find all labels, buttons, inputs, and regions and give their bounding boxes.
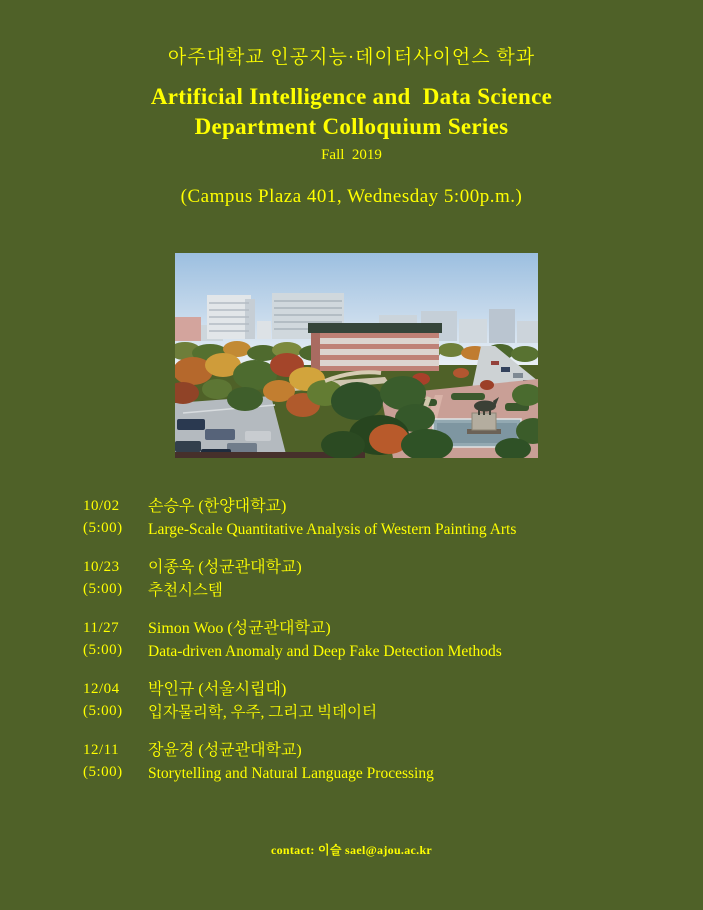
talk-title: Data-driven Anomaly and Deep Fake Detection Methods	[148, 643, 502, 660]
contact-line: contact: 이슬 sael@ajou.ac.kr	[270, 843, 433, 857]
talk-date: 11/27	[83, 620, 120, 636]
talk-time: (5:00)	[83, 764, 123, 780]
talk-speaker: 이종욱 (성균관대학교)	[148, 559, 302, 576]
english-title-line1: Artificial Intelligence and Data Science	[150, 84, 553, 109]
talk-title: Large-Scale Quantitative Analysis of Western Painting Arts	[148, 521, 517, 538]
venue-line: (Campus Plaza 401, Wednesday 5:00p.m.)	[180, 186, 523, 207]
talk-row	[83, 678, 516, 724]
campus-photo-illustration	[175, 253, 538, 458]
talk-date: 10/02	[83, 498, 120, 514]
talk-time: (5:00)	[83, 703, 123, 719]
talk-row	[83, 617, 516, 663]
talk-time: (5:00)	[83, 581, 123, 597]
talk-row	[83, 556, 516, 602]
talk-date: 10/23	[83, 559, 120, 575]
talk-time: (5:00)	[83, 520, 123, 536]
talk-date: 12/04	[83, 681, 120, 697]
talk-speaker: 박인규 (서울시립대)	[148, 681, 287, 698]
korean-department-title: 아주대학교 인공지능·데이터사이언스 학과	[167, 47, 536, 68]
talk-speaker: 손승우 (한양대학교)	[148, 498, 287, 515]
talk-title: 입자물리학, 우주, 그리고 빅데이터	[148, 704, 377, 721]
term-label: Fall 2019	[321, 147, 382, 163]
talk-title: Storytelling and Natural Language Processing	[148, 765, 434, 782]
talk-speaker: Simon Woo (성균관대학교)	[148, 620, 331, 637]
main-campus-building	[308, 323, 442, 371]
talk-date: 12/11	[83, 742, 120, 758]
talk-speaker: 장윤경 (성균관대학교)	[148, 742, 302, 759]
talk-title: 추천시스템	[148, 582, 223, 599]
talk-row	[83, 495, 516, 541]
talk-row	[83, 739, 516, 785]
campus-photo	[175, 253, 538, 458]
talk-time: (5:00)	[83, 642, 123, 658]
talk-schedule	[83, 495, 516, 800]
english-title-line2: Department Colloquium Series	[194, 114, 509, 139]
